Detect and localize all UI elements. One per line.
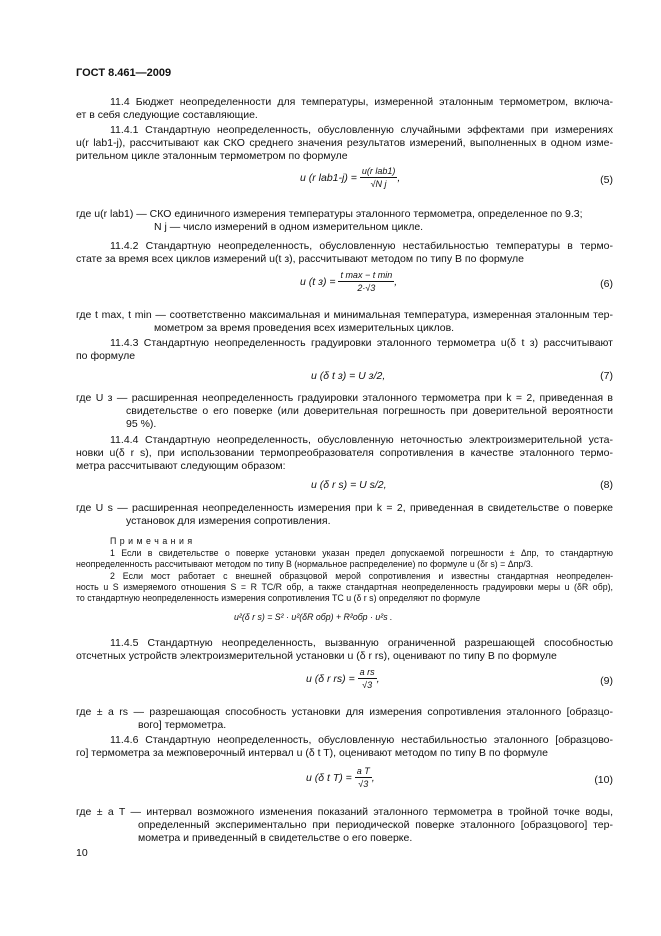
s11-4-1-line3: рительном цикле эталонным термометром по формуле	[76, 150, 348, 162]
note-2-line2: ность u S измеряемого отношения S = R ТС/R обр, а также стандартная неопределенность градуировки меры u (δR обр),	[76, 582, 613, 592]
formula-6-denominator: 2·√3	[357, 283, 376, 293]
formula-5: u (r lab1-j) = $\frac{\text{u(r lab1)}}{\text{√N j}}$ ,	[300, 166, 401, 189]
s11-4-4-where2: установок для измерения сопротивления.	[126, 515, 331, 527]
document-header: ГОСТ 8.461—2009	[76, 67, 172, 79]
formula-9-fraction	[358, 667, 377, 691]
formula-10-numerator: a T	[356, 766, 370, 776]
s11-4-1-line2: u(r lab1-j), рассчитывают как СКО среднего значения результатов измерений, выполненных в одном изме-	[76, 137, 613, 149]
s11-4-5-line2: отсчетных устройств электроизмерительной установки u (δ r rs), оценивают по типу В по формуле	[76, 650, 557, 662]
s11-4-6-line1: 11.4.6 Стандартную неопределенность, обусловленную нестабильностью эталонного [образцово-	[110, 734, 613, 746]
formula-9: u (δ r rs) = $\frac{\text{a rs}}{√3}$ ,	[306, 667, 380, 690]
s11-4-2-line2: стате за время всех циклов измерений u(t з), рассчитывают методом по типу В по формуле	[76, 253, 524, 265]
notes-title: П р и м е ч а н и я	[110, 536, 193, 546]
s11-4-3-line1: 11.4.3 Стандартную неопределенность градуировки эталонного термометра u(δ t з) рассчитывают	[110, 337, 613, 349]
formula-6: u (t з) = $\frac{\text{t max − t min}}{2\cdot√3}$ ,	[300, 270, 398, 293]
formula-5-numerator: u(r lab1)	[361, 166, 396, 176]
s11-4-3-where1: где U з — расширенная неопределенность градуировки эталонного термометра при k = 2, приведенная в	[76, 392, 613, 404]
formula-6-lhs: u (t з) =	[300, 275, 336, 288]
s11-4-2-where2: мометром за время проведения всех измерительных циклов.	[154, 322, 455, 334]
formula-6-fraction	[338, 270, 394, 294]
formula-9-denominator: √3	[362, 680, 373, 690]
note-1-line1: 1 Если в свидетельстве о поверке установки указан предел допускаемой погрешности ± Δпр, то стандартную	[110, 548, 613, 558]
note-2-formula: u²(δ r s) = S² · u²(δR обр) + R²обр · u²s .	[234, 612, 393, 622]
s11-4-6-line2: го] термометра за межповерочный интервал u (δ t T), оценивают методом по типу В по формуле	[76, 747, 549, 759]
formula-5-lhs: u (r lab1-j) =	[300, 171, 357, 184]
note-2-line3: то стандартную неопределенность измерения сопротивления ТС u (δ r s) определяют по формуле	[76, 593, 481, 603]
formula-10-denominator: √3	[358, 779, 369, 789]
s11-4-2-where1: где t max, t min — соответственно максимальная и минимальная температура, измеренная эталонным тер-	[76, 309, 613, 321]
s11-4-line1: 11.4 Бюджет неопределенности для температуры, измеренной эталонным термометром, включа-	[110, 96, 613, 108]
formula-9-numerator: a rs	[359, 667, 375, 677]
s11-4-5-where2: вого] термометра.	[138, 719, 227, 731]
s11-4-2-line1: 11.4.2 Стандартную неопределенность, обусловленную нестабильностью температуры в термо-	[110, 240, 613, 252]
s11-4-5-line1: 11.4.5 Стандартную неопределенность, вызванную ограниченной разрешающей способностью	[110, 637, 613, 649]
s11-4-4-line2: новки u(δ r s), при использовании термопреобразователя сопротивления в качестве эталонного термо-	[76, 447, 613, 459]
formula-6-number: (6)	[600, 278, 613, 290]
s11-4-3-where2: свидетельстве о его поверке (или доверительная погрешность при доверительной вероятности	[126, 405, 613, 417]
s11-4-4-line1: 11.4.4 Стандартную неопределенность, обусловленную неточностью электроизмерительной уста-	[110, 434, 613, 446]
s11-4-6-where2: определенный экспериментально при периодической поверке эталонного [образцового] тер-	[138, 819, 613, 831]
s11-4-3-where3: 95 %).	[126, 418, 157, 430]
page-number: 10	[76, 847, 88, 859]
formula-8: u (δ r s) = U s/2,	[311, 479, 387, 491]
formula-10-number: (10)	[594, 774, 613, 786]
formula-10-lhs: u (δ t T) =	[306, 771, 352, 784]
s11-4-6-where3: мометра и приведенный в свидетельстве о его поверке.	[138, 832, 413, 844]
formula-5-denominator: √N j	[370, 179, 387, 189]
s11-4-4-where1: где U s — расширенная неопределенность измерения при k = 2, приведенная в свидетельстве о поверке	[76, 502, 613, 514]
formula-10-fraction	[355, 766, 372, 790]
s11-4-1-where2: N j — число измерений в одном измерительном цикле.	[154, 221, 424, 233]
formula-7-number: (7)	[600, 370, 613, 382]
formula-5-number: (5)	[600, 174, 613, 186]
s11-4-5-where1: где ± a rs — разрешающая способность установки для измерения сопротивления эталонного [образцо-	[76, 706, 613, 718]
s11-4-6-where1: где ± a T — интервал возможного изменения показаний эталонного термометра в тройной точке воды,	[76, 806, 613, 818]
s11-4-1-line1: 11.4.1 Стандартную неопределенность, обусловленную случайными эффектами при измерениях	[110, 124, 613, 136]
s11-4-3-line2: по формуле	[76, 350, 136, 362]
formula-9-lhs: u (δ r rs) =	[306, 672, 355, 685]
formula-10: u (δ t T) = $\frac{\text{a T}}{√3}$ ,	[306, 766, 375, 789]
note-2-line1: 2 Если мост работает с внешней образцовой мерой сопротивления и известны стандартная неопределен-	[110, 571, 613, 581]
formula-6-numerator: t max − t min	[340, 270, 393, 280]
formula-9-number: (9)	[600, 675, 613, 687]
s11-4-line2: ет в себя следующие составляющие.	[76, 109, 258, 121]
s11-4-4-line3: метра рассчитывают следующим образом:	[76, 460, 286, 472]
formula-7: u (δ t з) = U з/2,	[311, 370, 386, 382]
note-1-line2: неопределенность рассчитывают методом по типу В (нормальное распределение) по формуле u (δr s) = Δпр/3.	[76, 559, 534, 569]
s11-4-1-where1: где u(r lab1) — СКО единичного измерения температуры эталонного термометра, определенное по 9.3;	[76, 208, 583, 220]
formula-8-number: (8)	[600, 479, 613, 491]
formula-5-fraction	[360, 166, 398, 190]
